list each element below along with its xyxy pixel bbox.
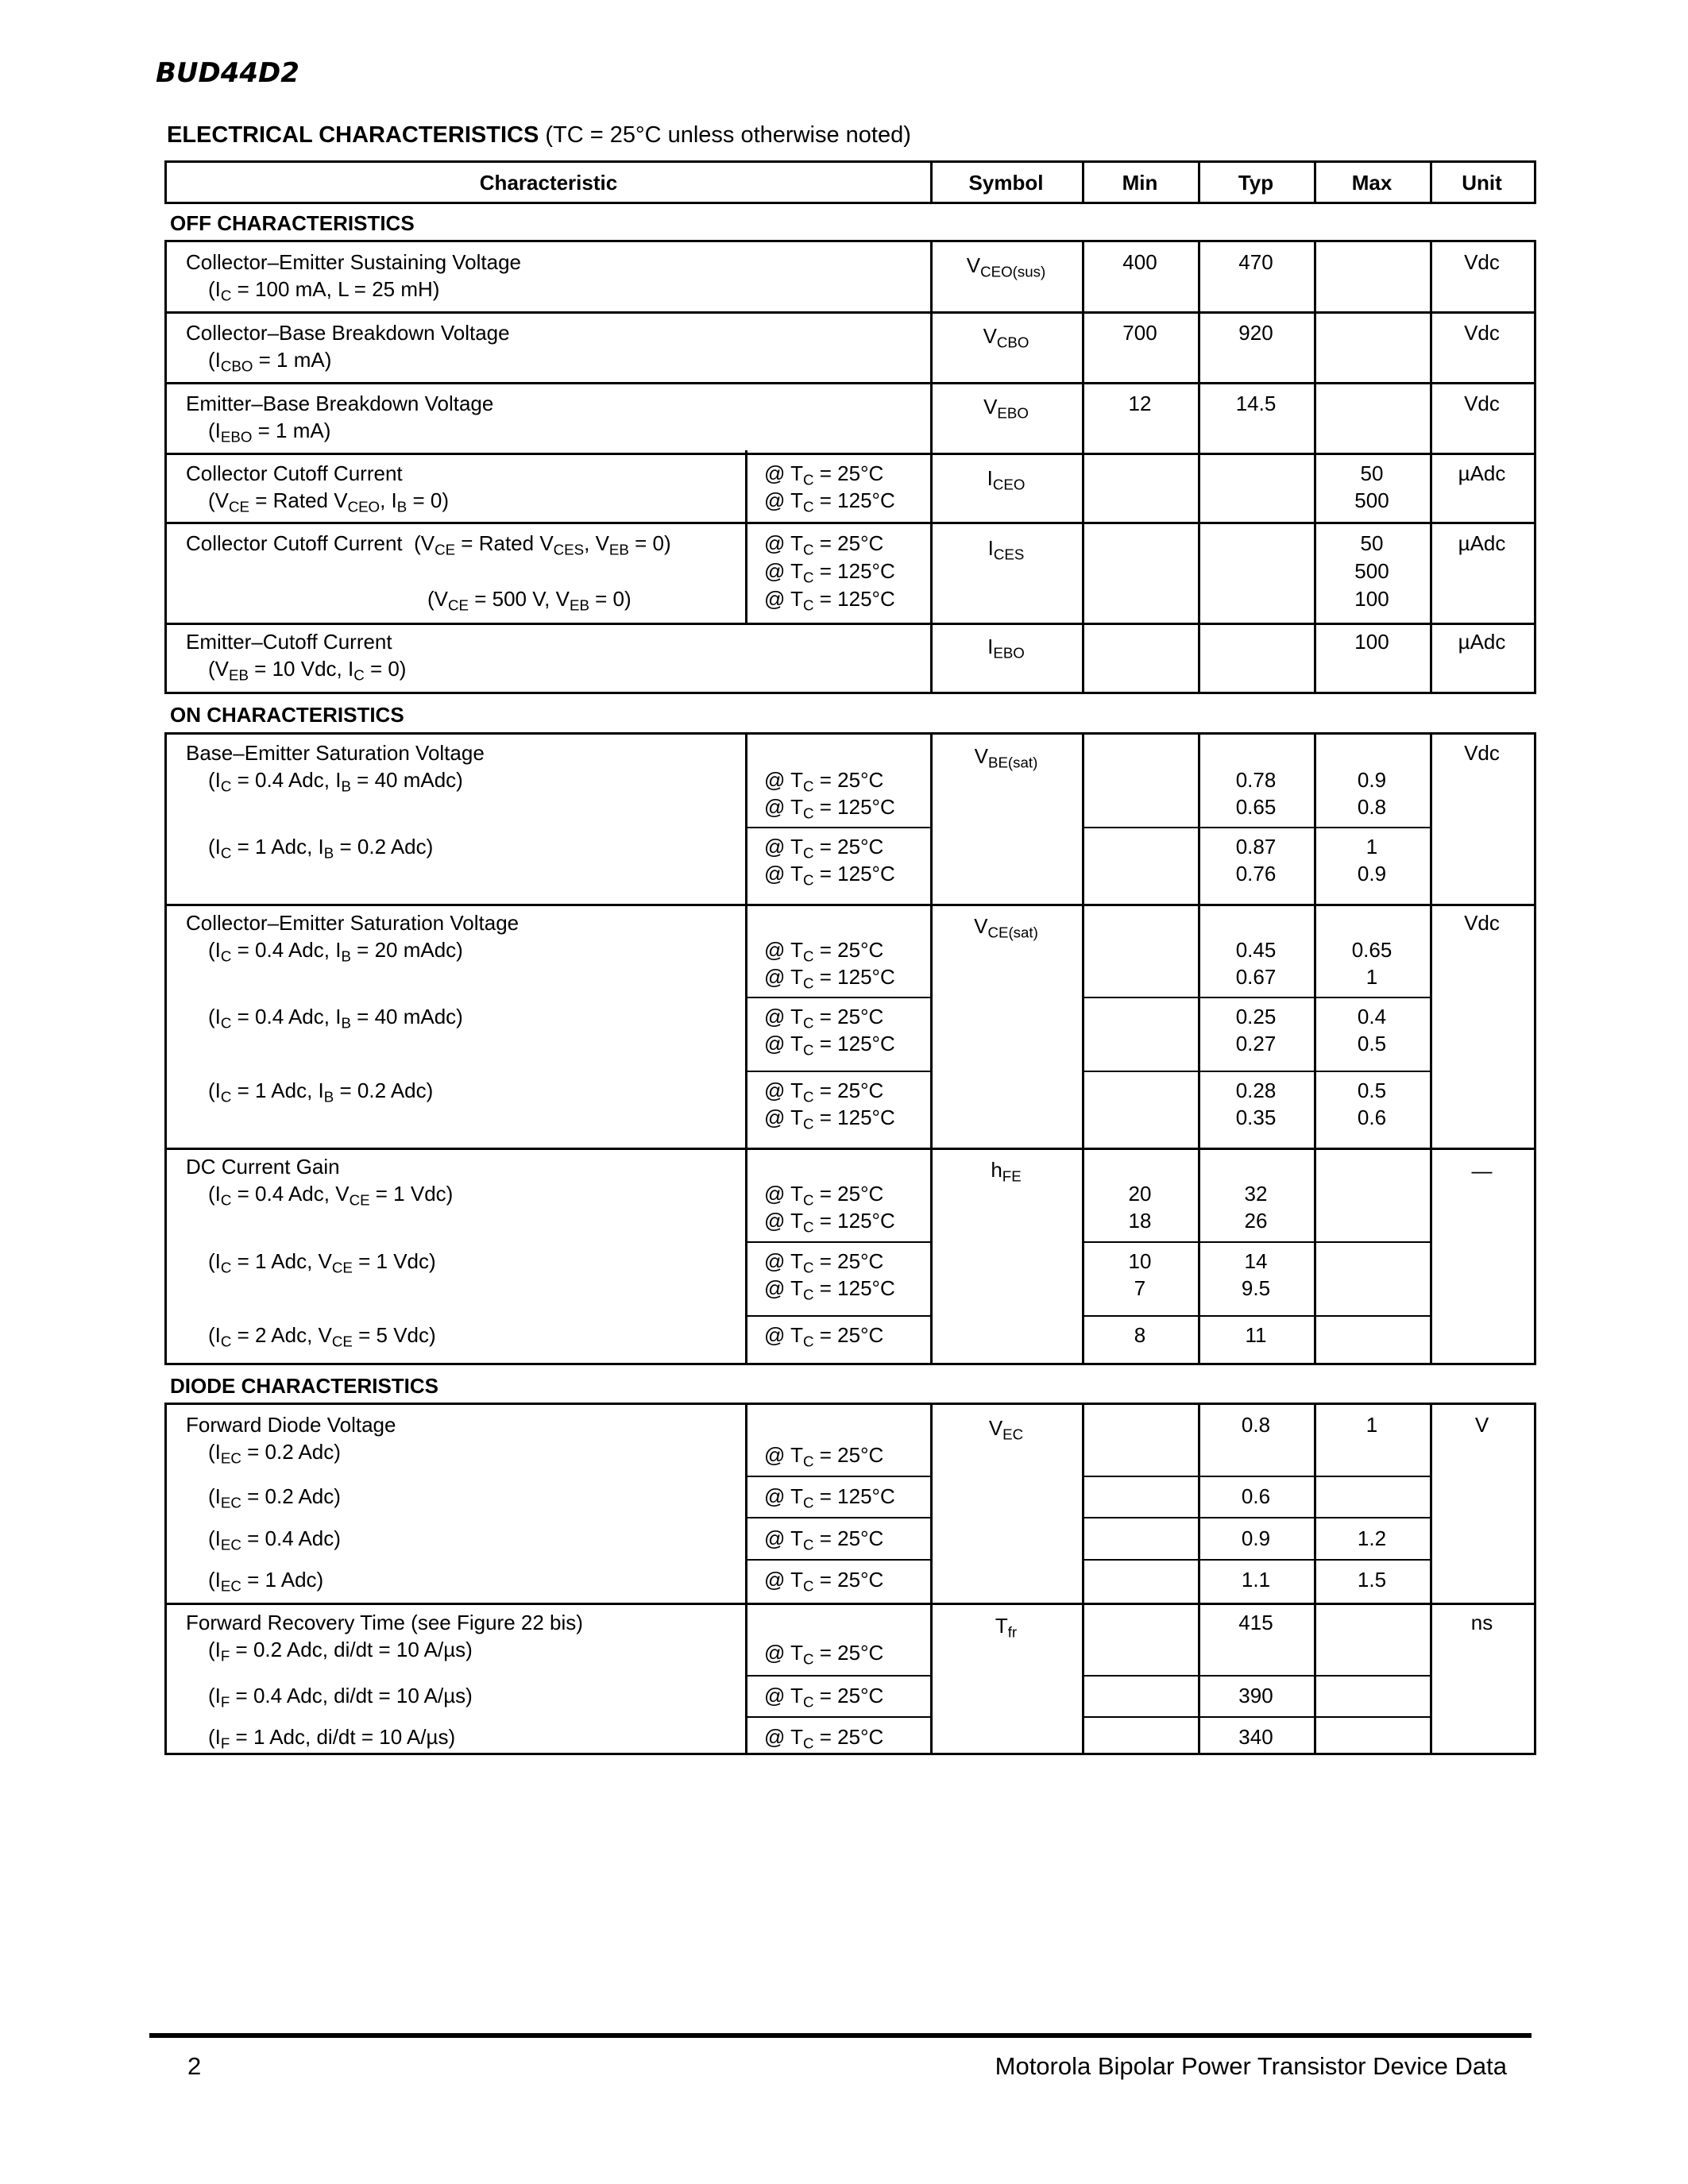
iceo-max-2: 500 bbox=[1354, 488, 1389, 512]
hfe-temp-2a: @ $T_C = 25^\circ C$ bbox=[764, 1249, 884, 1276]
footer-rule bbox=[149, 2033, 1532, 2038]
vec-temp-4: @ $T_C = 25^\circ C$ bbox=[764, 1568, 884, 1595]
hfe-min-2b: 7 bbox=[1134, 1276, 1146, 1300]
iceo-max-1: 50 bbox=[1360, 461, 1384, 485]
iebo-unit: µAdc bbox=[1458, 630, 1506, 654]
vcbo-condition: ($I_{CBO} = 1$ mA) bbox=[208, 348, 332, 375]
hfe-condition-2: ($I_C = 1$ Adc, $V_{CE} = 1$ Vdc) bbox=[208, 1249, 436, 1276]
vec-temp-1: @ $T_C = 25^\circ C$ bbox=[764, 1443, 884, 1470]
vbe-condition-1: ($I_C = 0.4$ Adc, $I_B = 40$ mAdc) bbox=[208, 768, 463, 795]
vceo-symbol: $V_{CEO(sus)}$ bbox=[966, 253, 1046, 280]
vec-max-4: 1.5 bbox=[1357, 1568, 1387, 1592]
vce-temp-3a: @ $T_C = 25^\circ C$ bbox=[764, 1078, 884, 1106]
tfr-unit: ns bbox=[1470, 1611, 1493, 1634]
hfe-min-2a: 10 bbox=[1128, 1249, 1152, 1273]
on-characteristics-table bbox=[164, 732, 1536, 1365]
ices-name: Collector Cutoff Current ($V_{CE}$ = Rated $V_{CES}$, $V_{EB} = 0$) bbox=[186, 531, 671, 558]
hfe-name: DC Current Gain bbox=[186, 1155, 340, 1179]
hfe-min-3a: 8 bbox=[1134, 1323, 1146, 1347]
page-title bbox=[167, 122, 911, 149]
vbe-unit: Vdc bbox=[1464, 741, 1500, 765]
vce-typ-3b: 0.35 bbox=[1235, 1106, 1277, 1129]
vce-condition-3: ($I_C = 1$ Adc, $I_B = 0.2$ Adc) bbox=[208, 1078, 434, 1106]
hfe-symbol: $h_{FE}$ bbox=[991, 1158, 1022, 1185]
vec-condition-3: ($I_{EC} = 0.4$ Adc) bbox=[208, 1526, 341, 1553]
ices-symbol: $I_{CES}$ bbox=[987, 536, 1025, 563]
vec-max-3: 1.2 bbox=[1357, 1526, 1387, 1550]
vce-max-2a: 0.4 bbox=[1357, 1005, 1387, 1028]
vce-max-2b: 0.5 bbox=[1357, 1032, 1387, 1055]
vce-condition-2: ($I_C = 0.4$ Adc, $I_B = 40$ mAdc) bbox=[208, 1005, 463, 1032]
header-unit: Unit bbox=[1462, 171, 1502, 195]
iebo-condition: ($V_{EB} = 10$ Vdc, $I_C = 0$) bbox=[208, 657, 407, 684]
vce-typ-1a: 0.45 bbox=[1235, 938, 1277, 962]
iebo-symbol: $I_{EBO}$ bbox=[987, 635, 1025, 662]
header-max: Max bbox=[1351, 171, 1393, 195]
vec-symbol: $V_{EC}$ bbox=[988, 1416, 1024, 1443]
vce-temp-2b: @ $T_C = 125^\circ C$ bbox=[764, 1032, 895, 1059]
tfr-condition-3: ($I_F = 1$ Adc, di/dt = 10 A/µs) bbox=[208, 1725, 456, 1752]
vbe-temp-1a: @ $T_C = 25^\circ C$ bbox=[764, 768, 884, 795]
vce-typ-2b: 0.27 bbox=[1235, 1032, 1277, 1055]
vce-typ-1b: 0.67 bbox=[1235, 965, 1277, 989]
vce-temp-1b: @ $T_C = 125^\circ C$ bbox=[764, 965, 895, 992]
iceo-temp-2: @ $T_C = 125^\circ C$ bbox=[764, 488, 895, 515]
vceo-condition: ($I_C = 100$ mA, L = 25 mH) bbox=[208, 277, 440, 304]
vec-condition-2: ($I_{EC} = 0.2$ Adc) bbox=[208, 1484, 341, 1511]
hfe-temp-2b: @ $T_C = 125^\circ C$ bbox=[764, 1276, 895, 1303]
vceo-typ: 470 bbox=[1238, 250, 1273, 274]
vec-typ-3: 0.9 bbox=[1241, 1526, 1271, 1550]
vec-typ-4: 1.1 bbox=[1241, 1568, 1271, 1592]
vec-condition-1: ($I_{EC} = 0.2$ Adc) bbox=[208, 1440, 341, 1467]
section-off-title: OFF CHARACTERISTICS bbox=[170, 211, 415, 235]
vcbo-name: Collector–Base Breakdown Voltage bbox=[186, 321, 510, 345]
vce-max-1a: 0.65 bbox=[1351, 938, 1393, 962]
ices-temp-1: @ $T_C = 25^\circ C$ bbox=[764, 531, 884, 558]
vcbo-unit: Vdc bbox=[1464, 321, 1500, 345]
hfe-unit: — bbox=[1471, 1159, 1493, 1183]
hfe-typ-3a: 11 bbox=[1245, 1323, 1267, 1347]
vce-max-1b: 1 bbox=[1365, 965, 1378, 989]
page-number: 2 bbox=[187, 2052, 202, 2080]
part-number: BUD44D2 bbox=[156, 57, 299, 89]
ices-unit: µAdc bbox=[1458, 531, 1506, 555]
ices-max-3: 100 bbox=[1354, 587, 1389, 611]
vbe-name: Base–Emitter Saturation Voltage bbox=[186, 741, 485, 765]
vbe-max-2b: 0.9 bbox=[1357, 862, 1387, 886]
title-main: ELECTRICAL CHARACTERISTICS bbox=[167, 122, 539, 148]
vbe-typ-2b: 0.76 bbox=[1235, 862, 1277, 886]
vbe-typ-2a: 0.87 bbox=[1235, 835, 1277, 859]
hfe-min-1a: 20 bbox=[1128, 1182, 1152, 1206]
ices-temp-2: @ $T_C = 125^\circ C$ bbox=[764, 559, 895, 586]
vebo-symbol: $V_{EBO}$ bbox=[983, 395, 1029, 422]
vbe-temp-2a: @ $T_C = 25^\circ C$ bbox=[764, 835, 884, 862]
iceo-unit: µAdc bbox=[1458, 461, 1506, 485]
vebo-typ: 14.5 bbox=[1235, 392, 1277, 415]
vcbo-min: 700 bbox=[1122, 321, 1157, 345]
header-row bbox=[164, 160, 1536, 204]
hfe-temp-1b: @ $T_C = 125^\circ C$ bbox=[764, 1209, 895, 1236]
hfe-temp-3a: @ $T_C = 25^\circ C$ bbox=[764, 1323, 884, 1350]
header-characteristic: Characteristic bbox=[479, 171, 618, 195]
header-typ: Typ bbox=[1238, 171, 1274, 195]
iceo-name: Collector Cutoff Current bbox=[186, 461, 403, 485]
vce-symbol: $V_{CE(sat)}$ bbox=[974, 914, 1038, 941]
vce-typ-3a: 0.28 bbox=[1235, 1078, 1277, 1102]
vbe-temp-1b: @ $T_C = 125^\circ C$ bbox=[764, 795, 895, 822]
vec-temp-2: @ $T_C = 125^\circ C$ bbox=[764, 1484, 895, 1511]
vbe-max-1b: 0.8 bbox=[1357, 795, 1387, 819]
off-characteristics-table bbox=[164, 240, 1536, 694]
vbe-typ-1b: 0.65 bbox=[1235, 795, 1277, 819]
hfe-typ-1a: 32 bbox=[1244, 1182, 1268, 1206]
tfr-condition-2: ($I_F = 0.4$ Adc, di/dt = 10 A/µs) bbox=[208, 1684, 473, 1711]
hfe-condition-1: ($I_C = 0.4$ Adc, $V_{CE} = 1$ Vdc) bbox=[208, 1182, 454, 1209]
hfe-typ-1b: 26 bbox=[1244, 1209, 1268, 1233]
iebo-name: Emitter–Cutoff Current bbox=[186, 630, 392, 654]
tfr-temp-1: @ $T_C = 25^\circ C$ bbox=[764, 1641, 884, 1668]
iceo-condition: ($V_{CE}$ = Rated $V_{CEO}$, $I_B = 0$) bbox=[208, 488, 449, 515]
vebo-name: Emitter–Base Breakdown Voltage bbox=[186, 392, 494, 415]
section-on-title: ON CHARACTERISTICS bbox=[170, 703, 404, 727]
hfe-min-1b: 18 bbox=[1128, 1209, 1152, 1233]
tfr-typ-1: 415 bbox=[1238, 1611, 1273, 1634]
diode-characteristics-table bbox=[164, 1403, 1536, 1755]
vebo-condition: ($I_{EBO} = 1$ mA) bbox=[208, 419, 331, 446]
hfe-typ-2a: 14 bbox=[1244, 1249, 1268, 1273]
ices-max-1: 50 bbox=[1360, 531, 1384, 555]
hfe-condition-3: ($I_C = 2$ Adc, $V_{CE} = 5$ Vdc) bbox=[208, 1323, 436, 1350]
tfr-temp-3: @ $T_C = 25^\circ C$ bbox=[764, 1725, 884, 1752]
tfr-typ-3: 340 bbox=[1238, 1725, 1273, 1749]
hfe-typ-2b: 9.5 bbox=[1241, 1276, 1271, 1300]
vbe-temp-2b: @ $T_C = 125^\circ C$ bbox=[764, 862, 895, 889]
tfr-typ-2: 390 bbox=[1238, 1684, 1273, 1707]
vebo-min: 12 bbox=[1128, 392, 1152, 415]
title-note: (TC = 25°C unless otherwise noted) bbox=[545, 122, 911, 148]
vce-max-3a: 0.5 bbox=[1357, 1078, 1387, 1102]
tfr-condition-1: ($I_F = 0.2$ Adc, di/dt = 10 A/µs) bbox=[208, 1638, 473, 1665]
vceo-unit: Vdc bbox=[1464, 250, 1500, 274]
vce-temp-2a: @ $T_C = 25^\circ C$ bbox=[764, 1005, 884, 1032]
vec-max-1: 1 bbox=[1365, 1413, 1378, 1437]
hfe-temp-1a: @ $T_C = 25^\circ C$ bbox=[764, 1182, 884, 1209]
vce-typ-2a: 0.25 bbox=[1235, 1005, 1277, 1028]
section-diode-title: DIODE CHARACTERISTICS bbox=[170, 1374, 439, 1398]
vbe-condition-2: ($I_C = 1$ Adc, $I_B = 0.2$ Adc) bbox=[208, 835, 434, 862]
vceo-name: Collector–Emitter Sustaining Voltage bbox=[186, 250, 522, 274]
iebo-max: 100 bbox=[1354, 630, 1389, 654]
vbe-max-1a: 0.9 bbox=[1357, 768, 1387, 792]
tfr-symbol: $T_{fr}$ bbox=[995, 1614, 1018, 1641]
tfr-name: Forward Recovery Time (see Figure 22 bis) bbox=[186, 1611, 583, 1634]
vce-unit: Vdc bbox=[1464, 911, 1500, 935]
ices-max-2: 500 bbox=[1354, 559, 1389, 583]
iceo-symbol: $I_{CEO}$ bbox=[987, 466, 1026, 493]
vce-temp-1a: @ $T_C = 25^\circ C$ bbox=[764, 938, 884, 965]
vceo-min: 400 bbox=[1122, 250, 1157, 274]
vcbo-symbol: $V_{CBO}$ bbox=[983, 324, 1029, 351]
vce-max-3b: 0.6 bbox=[1357, 1106, 1387, 1129]
vcbo-typ: 920 bbox=[1238, 321, 1273, 345]
vce-temp-3b: @ $T_C = 125^\circ C$ bbox=[764, 1106, 895, 1133]
vbe-symbol: $V_{BE(sat)}$ bbox=[974, 744, 1038, 771]
vebo-unit: Vdc bbox=[1464, 392, 1500, 415]
vec-condition-4: ($I_{EC} = 1$ Adc) bbox=[208, 1568, 324, 1595]
vce-name: Collector–Emitter Saturation Voltage bbox=[186, 911, 520, 935]
publication-title: Motorola Bipolar Power Transistor Device Data bbox=[995, 2052, 1507, 2080]
vbe-typ-1a: 0.78 bbox=[1235, 768, 1277, 792]
ices-temp-3: @ $T_C = 125^\circ C$ bbox=[764, 587, 895, 614]
vec-typ-1: 0.8 bbox=[1241, 1413, 1271, 1437]
header-symbol: Symbol bbox=[968, 171, 1044, 195]
ices-condition-2: ($V_{CE} = 500$ V, $V_{EB} = 0$) bbox=[427, 587, 632, 614]
vec-name: Forward Diode Voltage bbox=[186, 1413, 396, 1437]
header-min: Min bbox=[1122, 171, 1158, 195]
vec-temp-3: @ $T_C = 25^\circ C$ bbox=[764, 1526, 884, 1553]
vec-unit: V bbox=[1474, 1413, 1489, 1437]
tfr-temp-2: @ $T_C = 25^\circ C$ bbox=[764, 1684, 884, 1711]
vce-condition-1: ($I_C = 0.4$ Adc, $I_B = 20$ mAdc) bbox=[208, 938, 463, 965]
vbe-max-2a: 1 bbox=[1365, 835, 1378, 859]
iceo-temp-1: @ $T_C = 25^\circ C$ bbox=[764, 461, 884, 488]
vec-typ-2: 0.6 bbox=[1241, 1484, 1271, 1508]
